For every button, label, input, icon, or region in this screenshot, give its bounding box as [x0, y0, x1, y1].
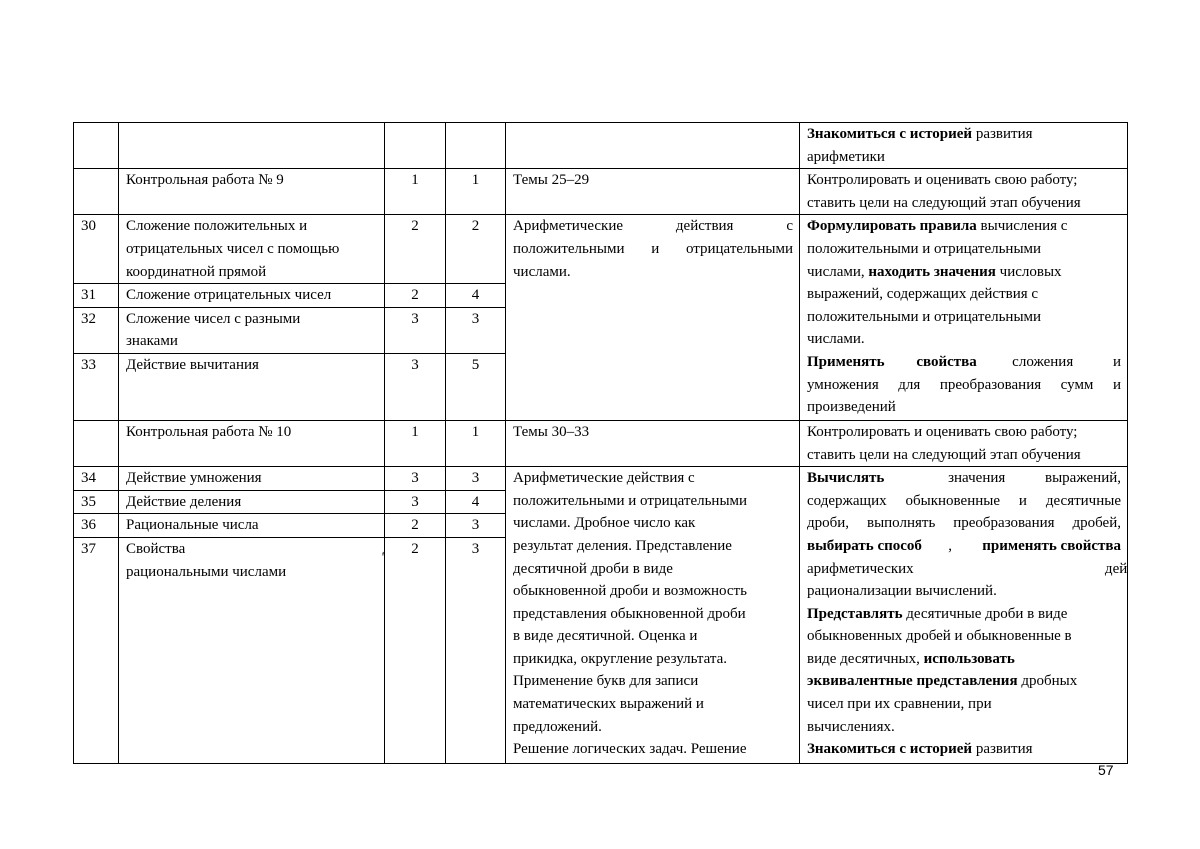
activity-text: вычисления с — [977, 218, 1068, 234]
activity-bold: применять свойства — [982, 535, 1121, 558]
content-line: математических выражений и — [513, 693, 793, 716]
cell-num — [74, 169, 119, 215]
content-line: положительными и отрицательными — [513, 238, 793, 261]
activity-text: арифметических дей — [807, 558, 1128, 581]
cell-num: 31 — [74, 284, 119, 308]
cell-num: 32 — [74, 307, 119, 353]
cell-week: 3 — [446, 537, 506, 763]
cell-topic: Действие деления — [119, 490, 385, 514]
cell-week: 3 — [446, 514, 506, 538]
cell-week: 1 — [446, 169, 506, 215]
activity-text: ставить цели на следующий этап обучения — [807, 444, 1121, 467]
activity-bold: Вычислять — [807, 467, 884, 490]
cell-topic: Контрольная работа № 9 — [119, 169, 385, 215]
cell-topic — [119, 215, 385, 284]
topic-line: Свойства — [126, 538, 385, 561]
content-line: Арифметические действия с — [513, 215, 793, 238]
content-line: результат деления. Представление — [513, 535, 793, 558]
activity-text: содержащих обыкновенные и десятичные — [807, 490, 1121, 513]
activity-text: арифметики — [807, 146, 1121, 169]
cell-num — [74, 420, 119, 466]
cell-week: 4 — [446, 284, 506, 308]
page-number: 57 — [1098, 762, 1114, 778]
table-row — [74, 169, 1128, 215]
cell-content: Темы 25–29 — [506, 169, 800, 215]
topic-line: рациональными числами — [126, 561, 378, 584]
activity-bold: Знакомиться с историей — [807, 741, 972, 757]
activity-text: чисел при их сравнении, при — [807, 693, 1121, 716]
activity-text: дробных — [1018, 673, 1078, 689]
cell-week — [446, 123, 506, 169]
content-line: числами. — [513, 261, 793, 284]
content-line: числами. Дробное число как — [513, 512, 793, 535]
cell-num: 35 — [74, 490, 119, 514]
cell-week: 5 — [446, 353, 506, 420]
activity-text: числовых — [996, 264, 1062, 280]
cell-topic: Рациональные числа — [119, 514, 385, 538]
cell-num: 34 — [74, 467, 119, 491]
cell-content — [506, 123, 800, 169]
cell-activity — [800, 123, 1128, 169]
cell-num: 37 — [74, 537, 119, 763]
activity-text: сложения и — [1012, 351, 1121, 374]
activity-bold: использовать — [924, 651, 1015, 667]
cell-week: 3 — [446, 467, 506, 491]
cell-activity — [800, 420, 1128, 466]
cell-topic: Контрольная работа № 10 — [119, 420, 385, 466]
activity-text: виде десятичных, — [807, 651, 924, 667]
cell-hours: 2 — [385, 284, 446, 308]
activity-text: умножения для преобразования сумм и — [807, 374, 1121, 397]
cell-hours: 3 — [385, 490, 446, 514]
cell-topic — [119, 537, 385, 763]
topic-line: Сложение чисел с разными — [126, 308, 378, 331]
activity-text: выражений, содержащих действия с — [807, 283, 1121, 306]
cell-week: 4 — [446, 490, 506, 514]
activity-justified — [807, 558, 1121, 581]
table-row — [74, 123, 1128, 169]
cell-content: Темы 30–33 — [506, 420, 800, 466]
activity-text: развития — [972, 741, 1032, 757]
cell-hours: 2 — [385, 514, 446, 538]
activity-bold: Представлять — [807, 606, 903, 622]
activity-bold: Знакомиться с историей — [807, 126, 972, 142]
activity-text: ставить цели на следующий этап обучения — [807, 192, 1121, 215]
activity-bold: Формулировать правила — [807, 218, 977, 234]
activity-text: развития — [972, 126, 1032, 142]
activity-text: числами, — [807, 264, 868, 280]
content-line: Решение логических задач. Решение — [513, 738, 793, 761]
cell-hours — [385, 123, 446, 169]
table-row — [74, 467, 1128, 491]
cell-hours: 3 — [385, 353, 446, 420]
content-line: предложений. — [513, 716, 793, 739]
table-row — [74, 215, 1128, 284]
cell-topic — [119, 307, 385, 353]
content-line: прикидка, округление результата. — [513, 648, 793, 671]
content-line: обыкновенной дроби и возможность — [513, 580, 793, 603]
activity-text: дроби, выполнять преобразования дробей, — [807, 512, 1121, 535]
activity-text: вычислениях. — [807, 716, 1121, 739]
cell-week: 2 — [446, 215, 506, 284]
content-line: Арифметические действия с — [513, 467, 793, 490]
cell-activity — [800, 467, 1128, 764]
activity-text: , — [948, 535, 952, 558]
activity-text: десятичные дроби в виде — [903, 606, 1068, 622]
activity-bold: выбирать способ — [807, 535, 922, 558]
topic-line: отрицательных чисел с помощью — [126, 238, 378, 261]
activity-text: значения выражений, — [948, 467, 1121, 490]
activity-text: обыкновенных дробей и обыкновенные в — [807, 625, 1121, 648]
topic-line: координатной прямой — [126, 261, 378, 284]
cell-topic: Действие умножения — [119, 467, 385, 491]
table-row — [74, 420, 1128, 466]
activity-text: числами. — [807, 328, 1121, 351]
topic-justified — [126, 538, 378, 561]
cell-week: 1 — [446, 420, 506, 466]
cell-activity — [800, 169, 1128, 215]
activity-text: положительными и отрицательными — [807, 306, 1121, 329]
activity-bold: находить значения — [868, 264, 996, 280]
cell-num: 30 — [74, 215, 119, 284]
cell-content — [506, 215, 800, 421]
cell-topic — [119, 123, 385, 169]
cell-hours: 1 — [385, 420, 446, 466]
cell-hours: 2 — [385, 215, 446, 284]
activity-text: произведений — [807, 396, 1121, 419]
curriculum-table — [73, 122, 1128, 764]
cell-num: 36 — [74, 514, 119, 538]
cell-topic: Действие вычитания — [119, 353, 385, 420]
content-line: десятичной дроби в виде — [513, 558, 793, 581]
topic-line: Сложение положительных и — [126, 215, 378, 238]
content-line: Применение букв для записи — [513, 670, 793, 693]
activity-text: рационализации вычислений. — [807, 580, 1121, 603]
cell-num — [74, 123, 119, 169]
cell-hours: 1 — [385, 169, 446, 215]
activity-text: Контролировать и оценивать свою работу; — [807, 421, 1121, 444]
activity-text: Контролировать и оценивать свою работу; — [807, 169, 1121, 192]
cell-num: 33 — [74, 353, 119, 420]
cell-hours: 2 — [385, 537, 446, 763]
activity-bold: эквивалентные представления — [807, 673, 1018, 689]
cell-content — [506, 467, 800, 764]
cell-hours: 3 — [385, 467, 446, 491]
cell-activity — [800, 215, 1128, 421]
topic-line: знаками — [126, 330, 378, 353]
cell-topic: Сложение отрицательных чисел — [119, 284, 385, 308]
content-line: положительными и отрицательными — [513, 490, 793, 513]
content-line: представления обыкновенной дроби — [513, 603, 793, 626]
content-line: в виде десятичной. Оценка и — [513, 625, 793, 648]
cell-week: 3 — [446, 307, 506, 353]
activity-text: положительными и отрицательными — [807, 238, 1121, 261]
cell-hours: 3 — [385, 307, 446, 353]
activity-bold: Применять свойства — [807, 351, 977, 374]
